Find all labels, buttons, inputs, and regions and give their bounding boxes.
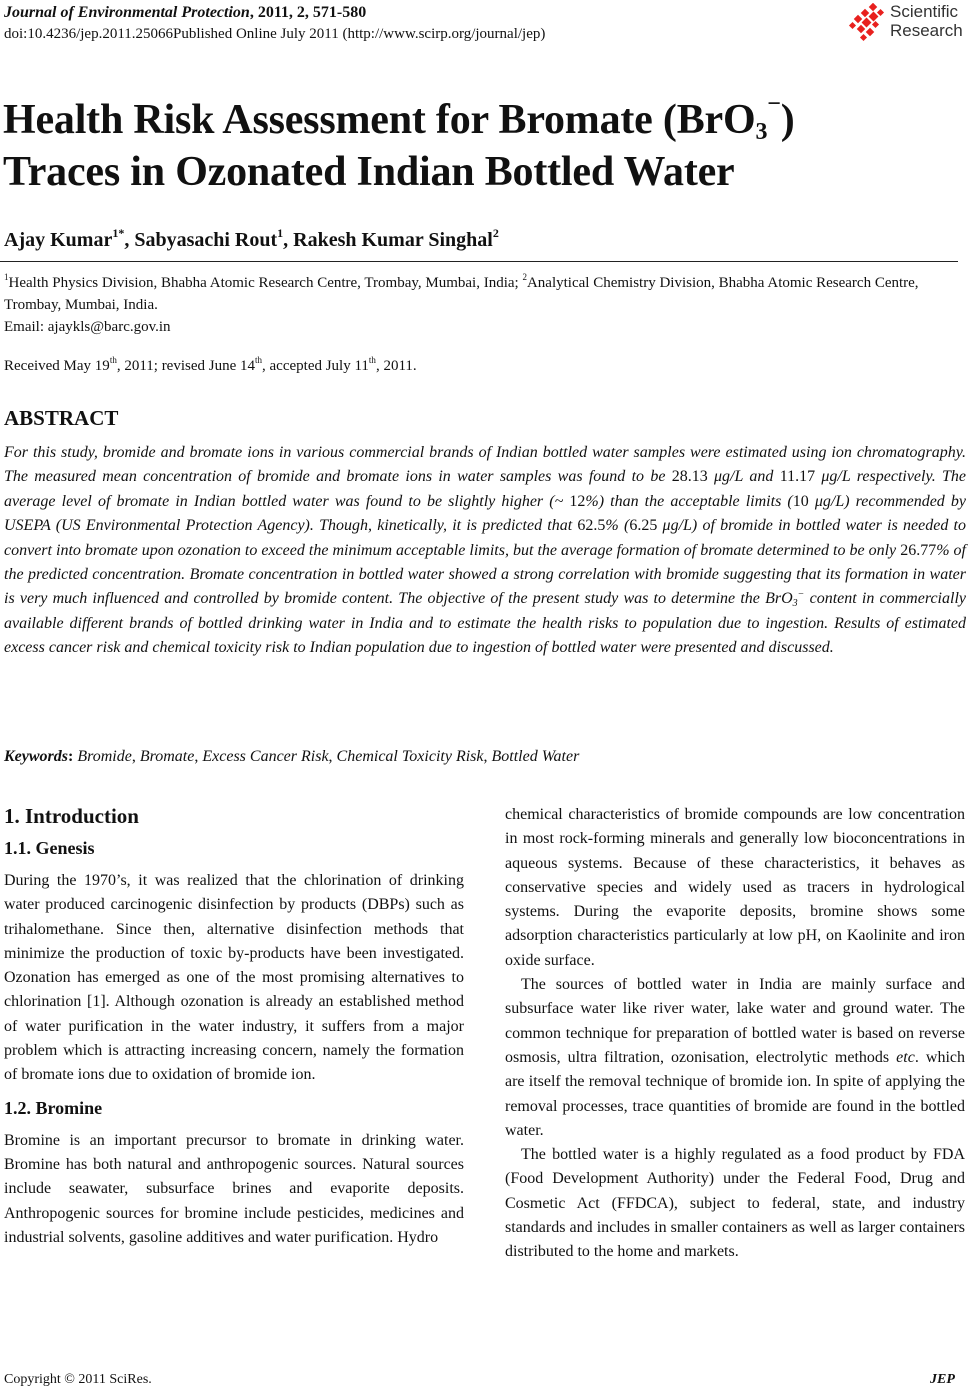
- keyword-separator: ,: [328, 748, 337, 765]
- bromate-mean-value: 11.17: [779, 468, 816, 486]
- keywords: [4, 746, 579, 768]
- author-list: [4, 227, 499, 253]
- predicted-conc-value: 6.25: [629, 517, 658, 535]
- footer-journal-abbr: JEP: [930, 1372, 955, 1387]
- abstract-text: % of the predicted concentration. Bromate concentration in bottled water showed a strong correlation with bromide suggesting that its formation in water is very much influenced and controlled by bromide content. The objective of the present study was to determine the BrO: [4, 541, 966, 608]
- excess-percent-value: 12: [569, 492, 586, 510]
- logo-wordmark: [890, 2, 963, 40]
- body-paragraph: During the 1970’s, it was realized that the chlorination of drinking water produced carcinogenic disinfection by products (DBPs) such as trihalomethane. Since then, alternative disinfection methods that minimize the production of toxic by-products have been investigated. Ozonation has emerged as one of the most promising alternatives to chlorination [1]. Although ozonation is already an established method of water purification in the water industry, it suffers from a major problem which is attracting increasing concern, namely the formation of bromate ions due to oxidation of bromide ion.: [4, 872, 464, 1084]
- logo-line-2: Research: [890, 21, 963, 40]
- keywords-colon: :: [68, 748, 78, 765]
- affiliation-1: Health Physics Division, Bhabha Atomic Research Centre, Trombay, Mumbai, India;: [8, 275, 523, 291]
- limit-value: 10: [792, 492, 809, 510]
- abstract-text: μg/L respectively. The average level of bromate in Indian bottled water was found to be slightly higher (~: [4, 468, 966, 510]
- author-affiliation-mark: 2: [492, 226, 499, 240]
- predicted-percent-value: 62.5: [577, 517, 606, 535]
- author-affiliation-mark: 1*: [112, 226, 125, 240]
- bromide-mean-value: 28.13: [671, 468, 708, 486]
- abstract-paragraph: [4, 441, 966, 661]
- title-line-1-close: ): [780, 97, 795, 143]
- keyword: Bromide: [77, 748, 132, 765]
- abstract-text: μg/L and: [707, 468, 780, 486]
- ordinal-suffix: th: [368, 355, 376, 365]
- email-label: Email:: [4, 319, 48, 335]
- subscript: 3: [792, 598, 798, 610]
- affiliation-mark: 1: [4, 272, 9, 282]
- body-paragraph: Bromine is an important precursor to bromate in drinking water. Bromine has both natural and anthropogenic sources. Natural sources include seawater, subsurface brines and evaporite deposits. Anthropogenic sources for bromine include pesticides, medicines and industrial solvents, gasoline additives and water purification. Hydro: [4, 1131, 464, 1246]
- keywords-label: Keywords: [4, 748, 68, 765]
- body-column-left: [4, 803, 464, 1250]
- ordinal-suffix: th: [109, 355, 117, 365]
- journal-name: Journal of Environmental Protection: [4, 4, 250, 21]
- body-column-right: [505, 803, 965, 1265]
- submission-dates: [4, 355, 417, 377]
- author-name: Rakesh Kumar Singhal: [293, 229, 493, 251]
- body-text: . which are itself the removal technique of bromide ion. In spite of applying the removal processes, trace quantities of bromide are found in the bottled water.: [505, 1048, 965, 1139]
- keyword: Bottled Water: [491, 748, 580, 765]
- accepted-date: , accepted July 11: [262, 358, 369, 374]
- email-link[interactable]: ajaykls@barc.gov.in: [47, 319, 171, 335]
- abstract-text: %) than the acceptable limits (: [585, 492, 793, 510]
- title-subscript: 3: [755, 119, 768, 145]
- abstract-text: For this study, bromide and bromate ions in various commercial brands of Indian bottled water samples were estimated using ion chromatography. The measured mean concentration of bromide and bromate ions in water samples was found to be: [4, 444, 966, 486]
- keyword-separator: ,: [194, 748, 203, 765]
- affiliation-text: [4, 272, 954, 316]
- author-name: Sabyasachi Rout: [134, 229, 278, 251]
- title-line-1: [3, 91, 795, 146]
- section-heading-introduction: 1. Introduction: [4, 804, 139, 828]
- author-affiliation-mark: 1: [277, 226, 284, 240]
- publisher-logo: [848, 2, 970, 44]
- received-date: Received May 19: [4, 358, 110, 374]
- formation-percent-value: 26.77: [900, 541, 937, 559]
- doi-line[interactable]: doi:10.4236/jep.2011.25066Published Online July 2011 (http://www.scirp.org/journal/jep): [4, 26, 546, 42]
- revised-date: , 2011; revised June 14: [116, 358, 255, 374]
- body-paragraph: [505, 973, 965, 1143]
- subsection-heading-genesis: 1.1. Genesis: [4, 838, 95, 858]
- author-separator: ,: [283, 229, 294, 251]
- keyword-separator: ,: [483, 748, 492, 765]
- author-separator: ,: [124, 229, 135, 251]
- journal-citation: [4, 3, 366, 23]
- dates-year: , 2011.: [375, 358, 417, 374]
- keyword: Excess Cancer Risk: [202, 748, 329, 765]
- title-superscript: −: [767, 91, 781, 117]
- abstract-text: μg/L) of bromide in bottled water is needed to convert into bromate upon ozonation to exceed the minimum acceptable limits, but the average formation of bromate determined to be only: [4, 517, 967, 559]
- paper-title: [3, 91, 795, 198]
- keyword: Chemical Toxicity Risk: [336, 748, 484, 765]
- body-text: The sources of bottled water in India are mainly surface and subsurface water like river water, lake water and ground water. The common technique for preparation of bottled water is based on reverse osmosis, ultra filtration, ozonisation, electrolytic methods: [505, 976, 965, 1066]
- title-line-1-text: Health Risk Assessment for Bromate (BrO: [3, 97, 756, 143]
- subsection-heading-bromine: 1.2. Bromine: [4, 1097, 103, 1118]
- affiliation-mark: 2: [522, 272, 527, 282]
- body-paragraph: chemical characteristics of bromide compounds are low concentration in most rock-forming minerals and generally low bioconcentrations in aqueous systems. Because of these characteristics, it behaves as conservative species and widely used as tracers in hydrological systems. During the evaporite deposits, bromine shows some adsorption characteristics particularly at low pH, on Kaolinite and iron oxide surface.: [505, 806, 965, 969]
- footer-copyright: Copyright © 2011 SciRes.: [4, 1372, 152, 1387]
- keyword-separator: ,: [131, 748, 140, 765]
- journal-volume-pages: , 2011, 2, 571-580: [249, 4, 367, 21]
- title-line-2: Traces in Ozonated Indian Bottled Water: [3, 149, 735, 195]
- scientific-research-diamond-logo-icon: [848, 3, 888, 43]
- email-line: [4, 316, 954, 338]
- body-text-italic: etc: [896, 1048, 915, 1066]
- abstract-text: % (: [605, 517, 630, 535]
- abstract-heading: ABSTRACT: [4, 406, 119, 430]
- affiliations: [4, 272, 954, 338]
- abstract-body: [4, 441, 966, 661]
- abstract-text: content in commercially available different brands of bottled drinking water in India and to estimate the health risks to population due to ingestion. Results of estimated excess cancer risk and chemical toxicity risk to Indian population due to ingestion of bottled water were presented and discussed.: [4, 590, 966, 657]
- superscript: −: [797, 589, 805, 601]
- abstract-text: μg/L) recommended by USEPA (US Environmental Protection Agency). Though, kinetically, it is predicted that: [4, 492, 967, 535]
- ordinal-suffix: th: [255, 355, 263, 365]
- body-paragraph: The bottled water is a highly regulated as a food product by FDA (Food Development Authority) under the Federal Food, Drug and Cosmetic Act (FFDCA), subject to federal, state, and industry standards and includes in smaller containers as well as larger containers distributed to the home and markets.: [505, 1146, 965, 1261]
- logo-line-1: Scientific: [890, 2, 959, 21]
- header-divider: [0, 261, 958, 262]
- keyword: Bromate: [139, 748, 195, 765]
- affiliation-2: Analytical Chemistry Division, Bhabha Atomic Research Centre, Trombay, Mumbai, India.: [4, 275, 919, 313]
- author-name: Ajay Kumar: [4, 229, 113, 251]
